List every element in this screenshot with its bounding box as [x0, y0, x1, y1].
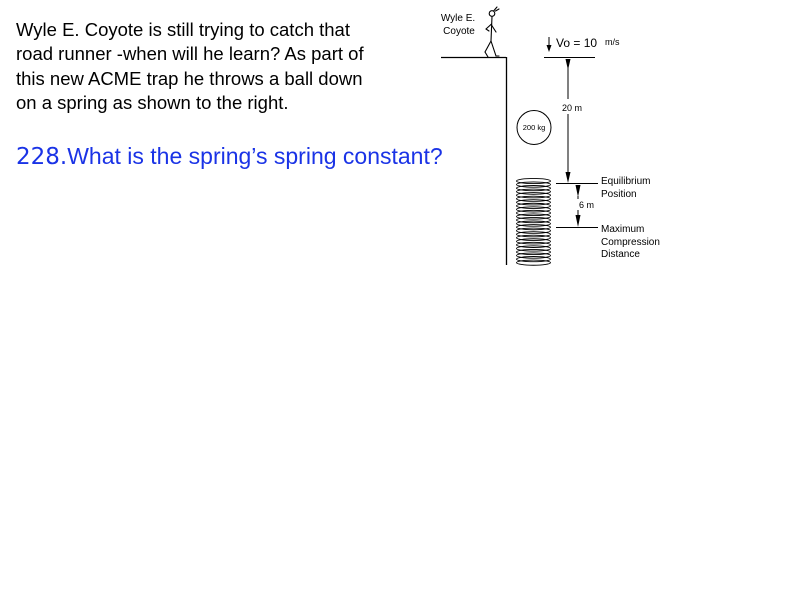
question-text: What is the spring’s spring constant? — [67, 143, 443, 169]
max-label-line1: Maximum — [601, 224, 645, 235]
spring-coil — [517, 260, 551, 265]
equilibrium-label-line2: Position — [601, 189, 637, 200]
question-number: 228. — [16, 144, 68, 170]
problem-line: this new ACME trap he throws a ball down — [16, 67, 363, 89]
coyote-label-line1: Wyle E. — [440, 13, 476, 24]
mass-label: 200 kg — [522, 123, 546, 132]
coyote-label-line2: Coyote — [443, 26, 475, 37]
problem-line: on a spring as shown to the right. — [16, 91, 289, 113]
height-dimension-arrow — [566, 59, 571, 183]
max-label-line3: Distance — [601, 249, 640, 260]
problem-line: Wyle E. Coyote is still trying to catch that — [16, 19, 350, 40]
equilibrium-label-line1: Equilibrium — [601, 176, 651, 187]
max-label-line2: Compression — [601, 237, 660, 248]
velocity-unit: m/s — [605, 37, 620, 47]
height-label: 20 m — [561, 103, 583, 113]
velocity-label: Vo = 10 — [556, 36, 598, 50]
coyote-figure — [485, 7, 499, 57]
velocity-arrow — [547, 37, 552, 52]
spring — [517, 178, 551, 265]
compression-label: 6 m — [579, 200, 595, 210]
problem-line: road runner -when will he learn? As part of — [16, 43, 364, 65]
